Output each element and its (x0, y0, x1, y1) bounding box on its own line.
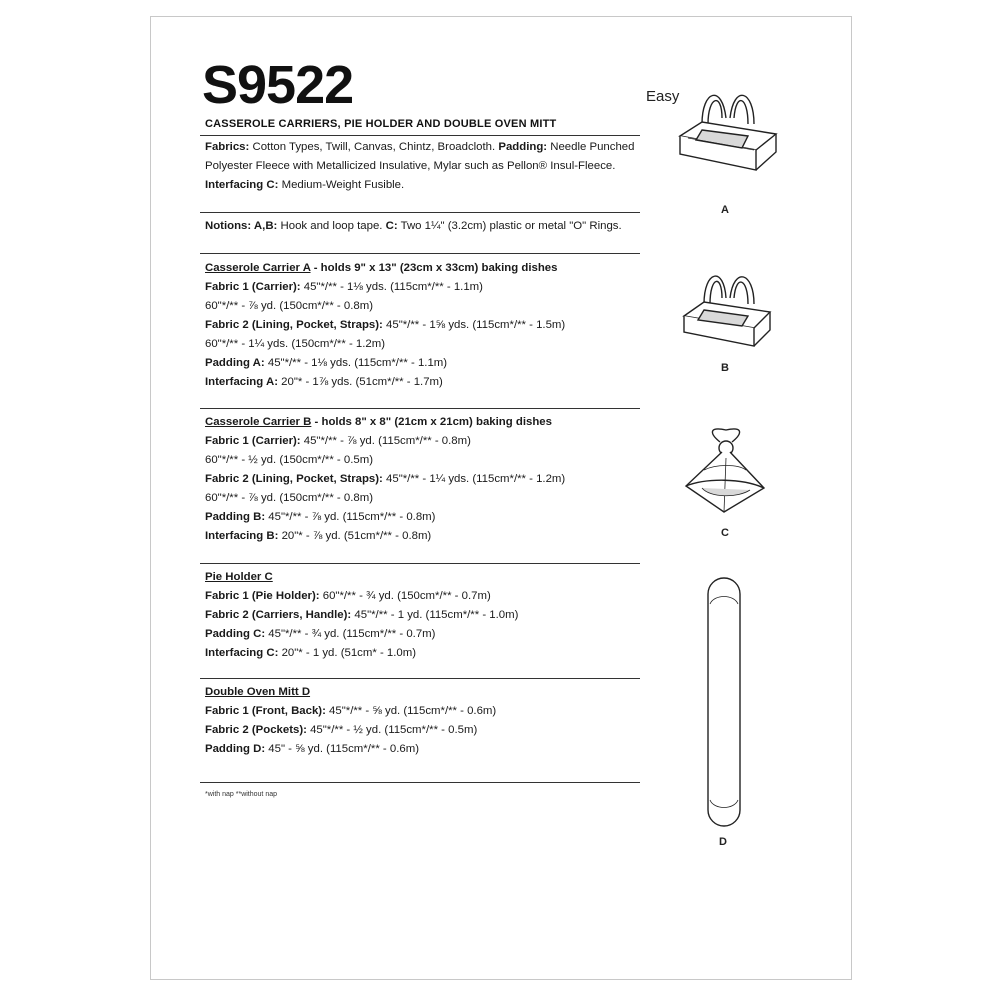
view-letter-d: D (719, 836, 727, 848)
notions-block (205, 217, 645, 236)
yardage-line: Fabric 2 (Lining, Pocket, Straps): 45"*/** - 1¼ yds. (115cm*/** - 1.2m) (205, 473, 566, 485)
casserole-carrier-small-drawing (678, 262, 778, 360)
difficulty-label: Easy (646, 88, 680, 105)
section-casserole-carrier-a (205, 259, 645, 392)
yardage-line: Padding C: 45"*/** - ¾ yd. (115cm*/** - 0.7m) (205, 628, 436, 640)
yardage-line: Interfacing B: 20"* - ⅞ yd. (51cm*/** - 0.8m) (205, 530, 432, 542)
yardage-line: Fabric 2 (Carriers, Handle): 45"*/** - 1 yd. (115cm*/** - 1.0m) (205, 609, 519, 621)
divider (200, 678, 640, 679)
section-heading: Double Oven Mitt D (205, 686, 311, 698)
yardage-line: Fabric 2 (Pockets): 45"*/** - ½ yd. (115cm*/** - 0.5m) (205, 724, 478, 736)
fabrics-line: Polyester Fleece with Metallicized Insulative, Mylar such as Pellon® Insul-Fleece. (205, 160, 616, 172)
yardage-line: Fabric 1 (Pie Holder): 60"*/** - ¾ yd. (150cm*/** - 0.7m) (205, 590, 491, 602)
view-letter-a: A (721, 204, 729, 216)
section-heading: Casserole Carrier B - holds 8" x 8" (21cm x 21cm) baking dishes (205, 416, 552, 428)
yardage-line: Interfacing C: 20"* - 1 yd. (51cm* - 1.0m) (205, 647, 417, 659)
divider (200, 135, 640, 136)
section-heading: Pie Holder C (205, 571, 273, 583)
divider (200, 212, 640, 213)
yardage-line: Fabric 1 (Carrier): 45"*/** - ⅞ yd. (115cm*/** - 0.8m) (205, 435, 471, 447)
yardage-line: 60"*/** - ⅞ yd. (150cm*/** - 0.8m) (205, 300, 374, 312)
divider (200, 408, 640, 409)
section-pie-holder-c (205, 568, 645, 663)
section-double-oven-mitt-d (205, 683, 645, 759)
divider (200, 563, 640, 564)
view-letter-b: B (721, 362, 729, 374)
yardage-line: 60"*/** - ⅞ yd. (150cm*/** - 0.8m) (205, 492, 374, 504)
notions-line: Notions: A,B: Hook and loop tape. C: Two 1¼" (3.2cm) plastic or metal "O" Rings. (205, 220, 622, 232)
yardage-line: Fabric 2 (Lining, Pocket, Straps): 45"*/** - 1⅝ yds. (115cm*/** - 1.5m) (205, 319, 566, 331)
interfacing-line: Interfacing C: Medium-Weight Fusible. (205, 179, 405, 191)
pattern-number: S9522 (202, 55, 354, 115)
casserole-carrier-large-drawing (672, 78, 782, 194)
yardage-line: Fabric 1 (Carrier): 45"*/** - 1⅛ yds. (115cm*/** - 1.1m) (205, 281, 483, 293)
yardage-line: Fabric 1 (Front, Back): 45"*/** - ⅝ yd. (115cm*/** - 0.6m) (205, 705, 497, 717)
yardage-line: 60"*/** - 1¼ yds. (150cm*/** - 1.2m) (205, 338, 386, 350)
view-letter-c: C (721, 527, 729, 539)
section-casserole-carrier-b (205, 413, 645, 546)
nap-footnote: *with nap **without nap (205, 791, 277, 798)
double-oven-mitt-drawing (700, 574, 748, 830)
fabrics-line: Fabrics: Cotton Types, Twill, Canvas, Chintz, Broadcloth. Padding: Needle Punched (205, 141, 635, 153)
divider (200, 782, 640, 783)
yardage-line: Padding B: 45"*/** - ⅞ yd. (115cm*/** - 0.8m) (205, 511, 436, 523)
yardage-line: Padding A: 45"*/** - 1⅛ yds. (115cm*/** - 1.1m) (205, 357, 448, 369)
yardage-line: Interfacing A: 20"* - 1⅞ yds. (51cm*/** - 1.7m) (205, 376, 443, 388)
yardage-line: 60"*/** - ½ yd. (150cm*/** - 0.5m) (205, 454, 374, 466)
pattern-title: CASSEROLE CARRIERS, PIE HOLDER AND DOUBLE OVEN MITT (205, 118, 557, 130)
section-heading: Casserole Carrier A - holds 9" x 13" (23cm x 33cm) baking dishes (205, 262, 558, 274)
yardage-line: Padding D: 45" - ⅝ yd. (115cm*/** - 0.6m) (205, 743, 419, 755)
fabrics-block (205, 138, 645, 195)
pie-holder-drawing (680, 428, 770, 518)
divider (200, 253, 640, 254)
